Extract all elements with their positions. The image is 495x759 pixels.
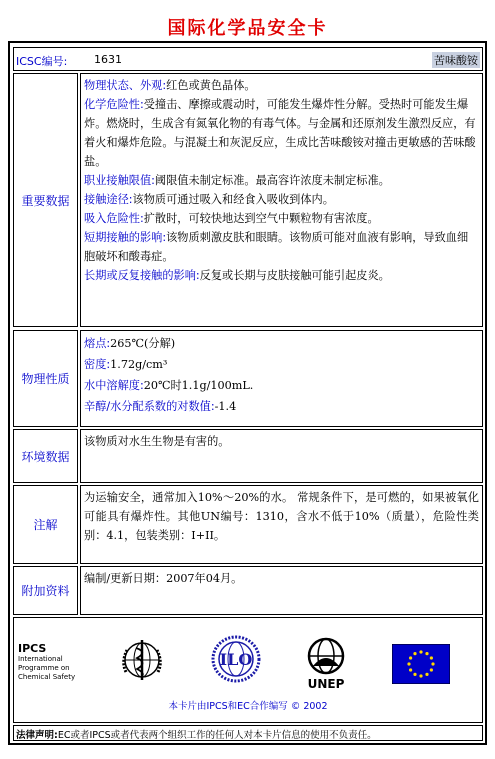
icsc-label: ICSC编号: (16, 55, 68, 68)
item-key: 熔点: (84, 337, 111, 350)
header-row (13, 47, 483, 71)
item-text: 该物质可通过吸入和经食入吸收到体内。 (132, 193, 334, 206)
item-text: 265℃(分解) (110, 337, 176, 350)
environment-label: 环境数据 (13, 429, 78, 483)
icsc-number: 1631 (94, 53, 122, 66)
unep-emblem-icon (304, 636, 348, 692)
physical-item (84, 375, 479, 396)
ilo-emblem-icon (210, 634, 262, 684)
eu-flag-icon (392, 644, 450, 684)
item-text: 红色或黄色晶体。 (166, 79, 256, 92)
item-key: 辛醇/水分配系数的对数值: (84, 400, 215, 413)
notes-text: 为运输安全，通常加入10%～20%的水。 常规条件下，是可燃的，如果被氧化可能具有爆炸性。其他UN编号：1310，含水不低于10%（质量），危险性类别：4.1，包装类别：I+II。 (84, 491, 479, 542)
item-key: 长期或反复接触的影响: (84, 269, 200, 282)
card-title: 国际化学品安全卡 (167, 18, 328, 39)
item-text: 受撞击、摩擦或震动时，可能发生爆炸性分解。受热时可能发生爆炸。燃烧时，生成含有氮氧化物的有毒气体。与金属和还原剂发生激烈反应，有着火和爆炸危险。与混凝土和灰泥反应，生成比苦味酸铵对撞击更敏感的苦味酸盐。 (84, 98, 476, 168)
important-item (84, 228, 479, 266)
physical-item (84, 333, 479, 354)
item-key: 化学危险性: (84, 98, 144, 111)
item-key: 吸入危险性: (84, 212, 144, 225)
legal-notice (13, 725, 483, 741)
additional-content (80, 566, 483, 615)
eu-star (413, 652, 416, 655)
ipcs-line: Chemical Safety (18, 673, 76, 681)
ipcs-block (18, 642, 75, 682)
item-text: 扩散时，可较快地达到空气中颗粒物有害浓度。 (143, 212, 379, 225)
item-text: 反复或长期与皮肤接触可能引起皮炎。 (199, 269, 390, 282)
important-label: 重要数据 (13, 73, 78, 327)
notes-content (80, 485, 483, 564)
item-text: 阈限值未制定标准。最高容许浓度未制定标准。 (154, 174, 390, 187)
eu-star (413, 673, 416, 676)
eu-star (419, 650, 422, 653)
physical-label: 物理性质 (13, 330, 78, 427)
item-text: 20℃时1.1g/100mL. (143, 379, 254, 392)
important-item (84, 190, 479, 209)
eu-star (425, 652, 428, 655)
ipcs-line: International (18, 655, 63, 663)
item-text: 该物质刺激皮肤和眼睛。该物质可能对血液有影响，导致血细胞破坏和酸毒症。 (84, 231, 469, 263)
important-item (84, 171, 479, 190)
ipcs-line: Programme on (18, 664, 70, 672)
physical-item (84, 354, 479, 375)
chemical-name: 苦味酸铵 (434, 54, 478, 67)
card-frame (8, 41, 487, 745)
who-emblem-icon (117, 636, 167, 684)
ipcs-title: IPCS (18, 642, 47, 655)
item-key: 接触途径: (84, 193, 133, 206)
eu-star (430, 668, 433, 671)
unep-text: UNEP (307, 677, 345, 691)
environment-text: 该物质对水生生物是有害的。 (84, 435, 230, 448)
important-item (84, 266, 479, 285)
eu-star (430, 656, 433, 659)
item-key: 职业接触限值: (84, 174, 155, 187)
important-content (80, 73, 483, 327)
additional-label: 附加资料 (13, 566, 78, 615)
important-item (84, 95, 479, 171)
item-text: -1.4 (214, 400, 237, 413)
important-item (84, 209, 479, 228)
eu-star (407, 662, 410, 665)
eu-star (425, 673, 428, 676)
credit-text: 本卡片由IPCS和EC合作编写 © 2002 (168, 701, 328, 712)
additional-text: 编制/更新日期：2007年04月。 (84, 572, 243, 585)
item-key: 密度: (84, 358, 111, 371)
environment-content (80, 429, 483, 483)
logo-footer (13, 617, 483, 723)
legal-label: 法律声明: (16, 730, 58, 741)
ilo-text: ILO (219, 650, 253, 669)
item-text: 1.72g/cm³ (110, 358, 168, 371)
eu-star (431, 662, 434, 665)
eu-star (409, 668, 412, 671)
item-key: 物理状态、外观: (84, 79, 167, 92)
physical-item (84, 396, 479, 417)
important-item (84, 76, 479, 95)
legal-text: EC或者IPCS或者代表两个组织工作的任何人对本卡片信息的使用不负责任。 (57, 730, 377, 741)
physical-content (80, 330, 483, 427)
notes-label: 注解 (13, 485, 78, 564)
item-key: 水中溶解度: (84, 379, 144, 392)
eu-star (419, 674, 422, 677)
item-key: 短期接触的影响: (84, 231, 167, 244)
eu-star (409, 656, 412, 659)
